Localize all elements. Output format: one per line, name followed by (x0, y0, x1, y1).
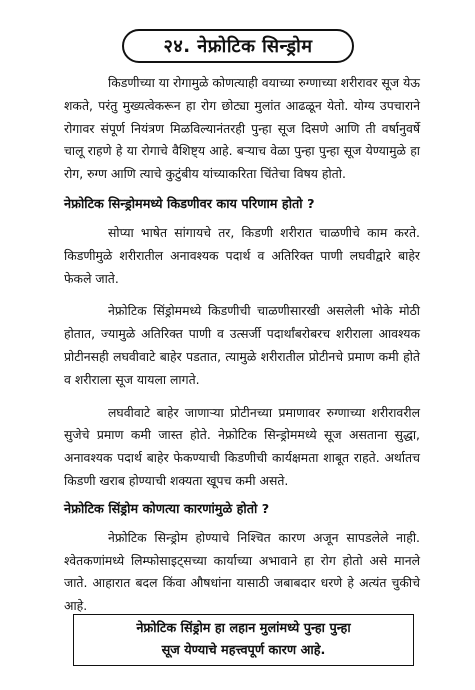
chapter-body (64, 72, 420, 618)
note-line-2: सूज येण्याचे महत्त्वपूर्ण कारण आहे. (161, 643, 326, 658)
highlight-note-box (73, 614, 414, 666)
section-heading-causes: नेफ्रोटिक सिंड्रोम कोणत्या कारणांमुळे होतो ? (64, 501, 270, 517)
paragraph-holes: नेफ्रोटिक सिंड्रोममध्ये किडणीची चाळणीसारखी असलेली भोके मोठी होतात, ज्यामुळे अतिरिक्त पाणी व उत्सर्जी पदार्थांबरोबरच शरीराला आवश्यक प्रोटीनसही लघवीवाटे बाहेर पडतात, त्यामुळे शरीरातील प्रोटीनचे प्रमाण कमी होते व शरीराला सूज यायला लागते. (64, 303, 420, 387)
chapter-title-text: २४. नेफ्रोटिक सिन्ड्रोम (163, 36, 313, 57)
note-line-1: नेफ्रोटिक सिंड्रोम हा लहान मुलांमध्ये पुन्हा पुन्हा (136, 621, 351, 636)
paragraph-filter: सोप्या भाषेत सांगायचे तर, किडणी शरीरात चाळणीचे काम करते. किडणीमुळे शरीरातील अनावश्यक पदार्थ व अतिरिक्त पाणी लघवीद्वारे बाहेर फेकले जाते. (64, 224, 420, 286)
chapter-title (122, 29, 354, 63)
paragraph-causes: नेफ्रोटिक सिन्ड्रोम होण्याचे निश्चित कारण अजून सापडलेले नाही. श्वेतकणांमध्ये लिम्फोसाइट्सच्या कार्याच्या अभावाने हा रोग होतो असे मानले जाते. आहारात बदल किंवा औषधांना यासाठी जबाबदार धरणे हे अत्यंत चुकीचे आहे. (64, 529, 420, 614)
intro-paragraph: किडणीच्या या रोगामुळे कोणत्याही वयाच्या रुग्णाच्या शरीरावर सूज येऊ शकते, परंतु मुख्यत्वेकरून हा रोग छोट्या मुलांत आढळून येतो. योग्य उपचाराने रोगावर संपूर्ण नियंत्रण मिळविल्यानंतरही पुन्हा सूज दिसणे आणि ती वर्षानुवर्षे चालू राहणे हे या रोगाचे वैशिष्ट्य आहे. बऱ्याच वेळा पुन्हा पुन्हा सूज येण्यामुळे हा रोग, रुग्ण आणि त्याचे कुटुंबीय यांच्याकरिता चिंतेचा विषय होतो. (64, 75, 420, 182)
section-heading-effect: नेफ्रोटिक सिन्ड्रोममध्ये किडणीवर काय परिणाम होतो ? (64, 196, 315, 212)
paragraph-protein: लघवीवाटे बाहेर जाणाऱ्या प्रोटीनच्या प्रमाणावर रुग्णाच्या शरीरावरील सुजेचे प्रमाण कमी जास्त होते. नेफ्रोटिक सिन्ड्रोममध्ये सूज असताना सुद्धा, अनावश्यक पदार्थ बाहेर फेकण्याची किडणीची कार्यक्षमता शाबूत राहते. अर्थातच किडणी खराब होण्याची शक्यता खूपच कमी असते. (64, 404, 420, 488)
